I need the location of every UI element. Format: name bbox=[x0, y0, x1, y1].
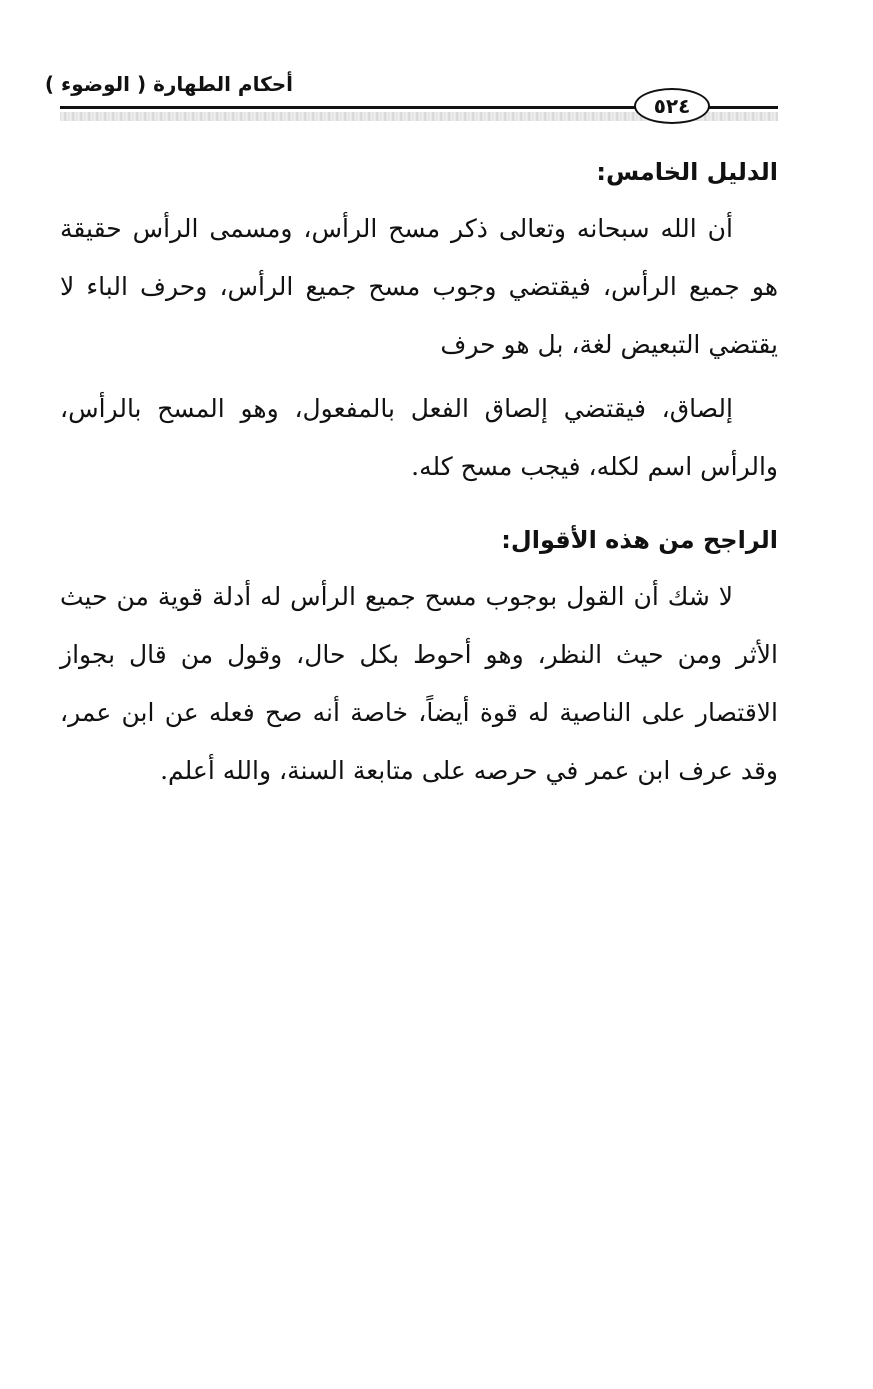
page-body bbox=[60, 150, 778, 800]
page-header bbox=[0, 0, 873, 140]
section-heading-fifth-evidence: الدليل الخامس: bbox=[596, 158, 778, 186]
running-title: أحكام الطهارة ( الوضوء ) bbox=[44, 72, 293, 96]
page-number: ٥٢٤ bbox=[634, 88, 710, 124]
section-heading-preferred-opinion: الراجح من هذه الأقوال: bbox=[501, 526, 778, 554]
paragraph: لا شك أن القول بوجوب مسح جميع الرأس له أدلة قوية من حيث الأثر ومن حيث النظر، وهو أحوط بكل حال، وقول من قال بجواز الاقتصار على الناصية له قوة أيضاً، خاصة أنه صح فعله عن ابن عمر، وقد عرف ابن عمر في حرصه على متابعة السنة، والله أعلم. bbox=[60, 582, 778, 785]
paragraph: إلصاق، فيقتضي إلصاق الفعل بالمفعول، وهو المسح بالرأس، والرأس اسم لكله، فيجب مسح كله. bbox=[60, 394, 778, 481]
paragraph: أن الله سبحانه وتعالى ذكر مسح الرأس، ومسمى الرأس حقيقة هو جميع الرأس، فيقتضي وجوب مسح جميع الرأس، وحرف الباء لا يقتضي التبعيض لغة، بل هو حرف bbox=[60, 214, 778, 359]
